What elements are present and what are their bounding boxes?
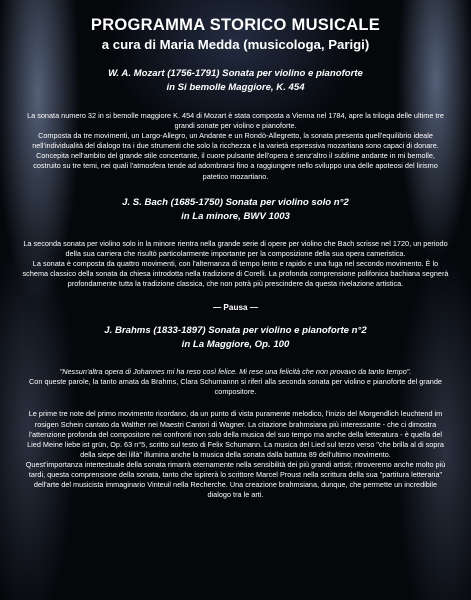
brahms-heading: [22, 324, 449, 352]
mozart-description: [22, 111, 449, 182]
brahms-quote-block: [22, 367, 449, 397]
bach-heading-line2: in La minore, BWV 1003: [181, 210, 290, 222]
brahms-heading-line1: J. Brahms (1833-1897) Sonata per violino e pianoforte n°2: [104, 325, 367, 337]
bach-heading-line1: J. S. Bach (1685-1750) Sonata per violino solo n°2: [122, 196, 349, 208]
bach-description: [22, 239, 449, 289]
brahms-heading-line2: in La Maggiore, Op. 100: [181, 339, 290, 351]
page-subtitle: a cura di Maria Medda (musicologa, Parigi): [101, 37, 370, 52]
brahms-description: [22, 409, 449, 500]
mozart-paragraph-2: Composta da tre movimenti, un Largo-Allegro, un Andante e un Rondò-Allegretto, la sonata presenta quell'equilibrio ideale nell'individualità del dialogo tra i due strumenti che solo la ricchezza e la varietà espressiva mozartiana sono capaci di donare. Concepita nell'ambito del grande stile concertante, il cuore pulsante dell'opera è senz'altro il sublime andante in mi bemolle, costruito su tre temi, nei quali l'atmosfera tende ad adombrarsi fino a raggiungere nello sviluppo una delle apoteosi del lirismo patetico mozartiano.: [32, 131, 439, 181]
bach-heading: [22, 196, 449, 224]
brahms-paragraph-2: Quest'importanza intertestuale della sonata rimarrà eternamente nella sensibilità dei più grandi artisti; ritroveremo anche molto più tardi, questa comprensione della sonata, tanto che ispirerà lo scrittore Marcel Proust nella scrittura della sua "partitura letteraria" dell'arte del musicista immaginario Vinteuil nella Recherche. Una creazione brahmsiana, dunque, che permette un incredibile dialogo tra le arti.: [25, 459, 446, 500]
mozart-heading-line2: in Si bemolle Maggiore, K. 454: [166, 82, 305, 93]
brahms-quote-context: Con queste parole, la tanto amata da Brahms, Clara Schumannn si riferì alla seconda sonata per violino e pianoforte del grande compositore.: [29, 377, 442, 397]
brahms-paragraph-1: Le prime tre note del primo movimento ricordano, da un punto di vista puramente melodico, l'inizio del Morgendlich leuchtend im rosigen Schein cantato da Walther nei Maestri Cantori di Wagner. La citazione brahmsiana più interessante - che ci dimostra l'attenzione profonda del compositore nei confronti non solo della musica del suo tempo ma anche della letteratura - è quella del Lied Meine liebe ist grün, Op. 63 n°5, scritto sul testo di Felix Schumann. La musica del Lied sul terzo verso "che brilla al di sopra della siepe dei lillà" illumina anche la musica della sonata dalla battuta 89 dell'ultimo movimento.: [27, 409, 444, 459]
bach-paragraph-1: La seconda sonata per violino solo in la minore rientra nella grande serie di opere per violino che Bach scrisse nel 1720, un periodo della sua carriera che risultò particolarmente importante per la composizione della sua opera cameristica.: [23, 238, 448, 258]
bach-paragraph-2: La sonata è composta da quattro movimenti, con l'alternanza di tempo lento e rapido e una fuga nel secondo movimento. È lo schema classico della sonata da chiesa introdotta nella tradizione di Corelli. La profonda comprensione polifonica bachiana segnerà profondamente tutta la tradizione classica, che non potrà più prescindere da questa rivelazione artistica.: [22, 258, 449, 289]
mozart-paragraph-1: La sonata numero 32 in si bemolle maggiore K. 454 di Mozart è stata composta a Vienna nel 1784, apre la trilogia delle ultime tre grandi sonate per violino e pianoforte.: [27, 111, 444, 131]
mozart-heading-line1: W. A. Mozart (1756-1791) Sonata per violino e pianoforte: [108, 68, 363, 79]
intermission-label: — Pausa —: [212, 303, 259, 313]
mozart-heading: [22, 67, 449, 95]
page-title: PROGRAMMA STORICO MUSICALE: [90, 16, 381, 34]
brahms-quote: "Nessun'altra opera di Johannes mi ha reso così felice. Mi rese una felicità che non provavo da tanto tempo".: [59, 367, 412, 377]
